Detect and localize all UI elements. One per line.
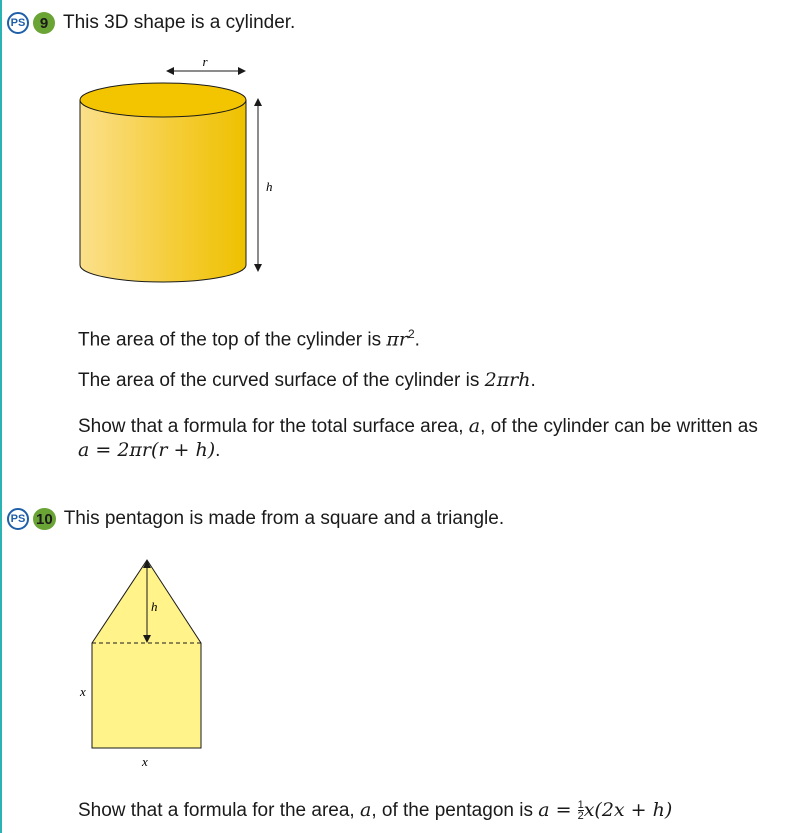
question-9-header	[7, 12, 295, 34]
q9-instruction-text: Show that a formula for the total surface area, a, of the cylinder can be written as	[78, 415, 758, 437]
radius-label: r	[202, 55, 208, 69]
q10-instruction-text: Show that a formula for the area, a, of the pentagon is a = $\frac{1}{2}$ x(2x + h)	[78, 799, 673, 823]
question-10-header	[7, 508, 504, 530]
ps-badge: PS	[7, 12, 29, 34]
q9-top-area-text: The area of the top of the cylinder is $\pi r^2$.	[78, 327, 420, 351]
height-label: h	[151, 599, 158, 614]
side-label: x	[80, 684, 86, 699]
half-fraction: $\frac{1}{2}$	[577, 799, 584, 823]
cylinder-body	[80, 100, 246, 282]
question-9-title: This 3D shape is a cylinder.	[63, 12, 296, 33]
cylinder-diagram	[70, 55, 290, 300]
ps-badge: PS	[7, 508, 29, 530]
pentagon-diagram	[72, 555, 212, 775]
question-number-badge: 9	[33, 12, 55, 34]
left-margin-rule	[0, 0, 2, 833]
height-label: h	[266, 179, 273, 194]
question-10-title: This pentagon is made from a square and a triangle.	[63, 508, 505, 529]
q9-curved-area-text: The area of the curved surface of the cylinder is 2πrh.	[78, 369, 536, 391]
question-number-badge: 10	[33, 508, 56, 530]
q9-formula: a = 2πr(r + h).	[78, 439, 221, 461]
cylinder-top	[80, 83, 246, 117]
base-label: x	[142, 754, 148, 769]
